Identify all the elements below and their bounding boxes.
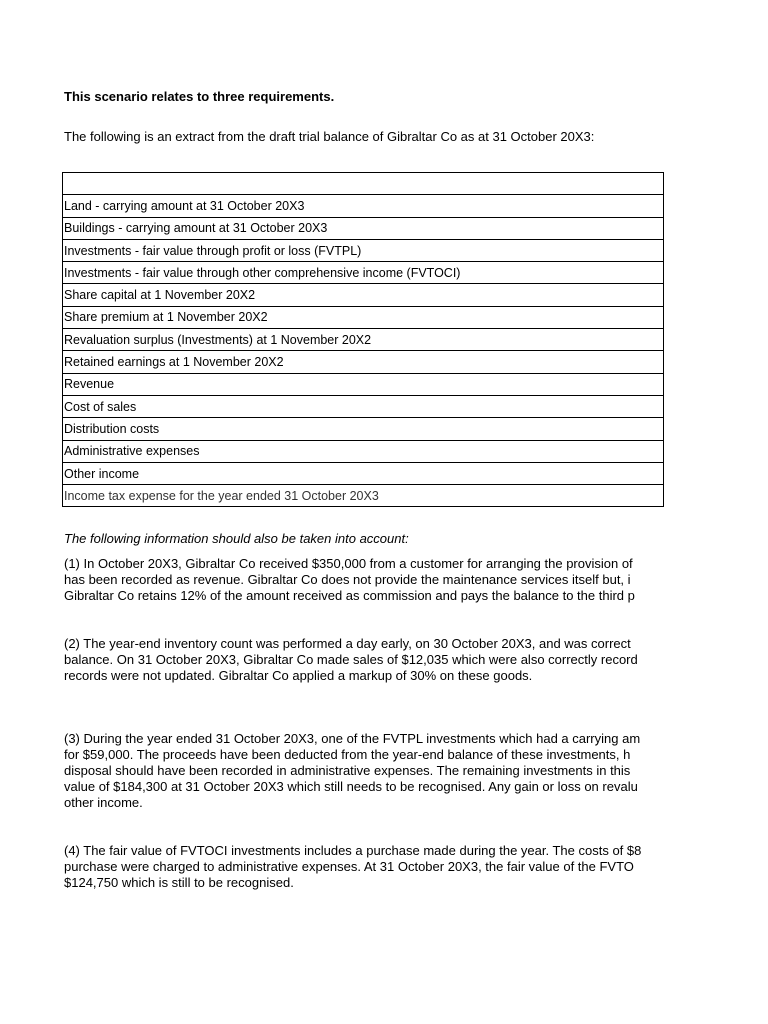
table-row <box>63 440 664 462</box>
row-label: Revaluation surplus (Investments) at 1 November 20X2 <box>63 329 664 351</box>
note-line: (1) In October 20X3, Gibraltar Co received $350,000 from a customer for arranging the provision of <box>64 556 633 571</box>
note-line: records were not updated. Gibraltar Co applied a markup of 30% on these goods. <box>64 668 533 683</box>
note-2 <box>64 636 664 684</box>
row-label: Income tax expense for the year ended 31 October 20X3 <box>63 485 664 507</box>
row-label: Administrative expenses <box>63 440 664 462</box>
table-row <box>63 284 664 306</box>
table-header-cell <box>63 173 664 195</box>
row-label: Cost of sales <box>63 395 664 417</box>
table-row <box>63 373 664 395</box>
note-line: purchase were charged to administrative expenses. At 31 October 20X3, the fair value of the FVTO <box>64 859 634 874</box>
row-label: Distribution costs <box>63 418 664 440</box>
table-row <box>63 329 664 351</box>
note-1 <box>64 556 664 604</box>
note-line: balance. On 31 October 20X3, Gibraltar Co made sales of $12,035 which were also correctly record <box>64 652 638 667</box>
additional-info-heading: The following information should also be taken into account: <box>64 531 409 546</box>
table-header-row <box>63 173 664 195</box>
trial-balance-table <box>62 172 664 507</box>
table-row <box>63 462 664 484</box>
table-row <box>63 217 664 239</box>
table-row <box>63 485 664 507</box>
intro-text: The following is an extract from the draft trial balance of Gibraltar Co as at 31 October 20X3: <box>64 129 595 144</box>
row-label: Land - carrying amount at 31 October 20X3 <box>63 195 664 217</box>
table-row <box>63 262 664 284</box>
note-line: (3) During the year ended 31 October 20X3, one of the FVTPL investments which had a carrying am <box>64 731 641 746</box>
note-line: (4) The fair value of FVTOCI investments includes a purchase made during the year. The costs of $8 <box>64 843 642 858</box>
row-label: Retained earnings at 1 November 20X2 <box>63 351 664 373</box>
row-label: Share premium at 1 November 20X2 <box>63 306 664 328</box>
note-line: disposal should have been recorded in administrative expenses. The remaining investments in this <box>64 763 631 778</box>
note-3 <box>64 731 664 811</box>
note-4 <box>64 843 664 891</box>
note-line: has been recorded as revenue. Gibraltar Co does not provide the maintenance services itself but, i <box>64 572 631 587</box>
table-row <box>63 195 664 217</box>
note-line: Gibraltar Co retains 12% of the amount received as commission and pays the balance to the third p <box>64 588 635 603</box>
note-line: other income. <box>64 795 143 810</box>
note-line: for $59,000. The proceeds have been deducted from the year-end balance of these investments, h <box>64 747 631 762</box>
table-row <box>63 351 664 373</box>
table-row <box>63 395 664 417</box>
row-label: Other income <box>63 462 664 484</box>
table-row <box>63 306 664 328</box>
row-label: Investments - fair value through profit or loss (FVTPL) <box>63 239 664 261</box>
row-label: Share capital at 1 November 20X2 <box>63 284 664 306</box>
note-line: $124,750 which is still to be recognised. <box>64 875 294 890</box>
note-line: value of $184,300 at 31 October 20X3 which still needs to be recognised. Any gain or loss on revalu <box>64 779 638 794</box>
table-row <box>63 239 664 261</box>
table-row <box>63 418 664 440</box>
scenario-heading: This scenario relates to three requirements. <box>64 89 335 104</box>
row-label: Buildings - carrying amount at 31 October 20X3 <box>63 217 664 239</box>
row-label: Investments - fair value through other comprehensive income (FVTOCI) <box>63 262 664 284</box>
row-label: Revenue <box>63 373 664 395</box>
note-line: (2) The year-end inventory count was performed a day early, on 30 October 20X3, and was correct <box>64 636 631 651</box>
